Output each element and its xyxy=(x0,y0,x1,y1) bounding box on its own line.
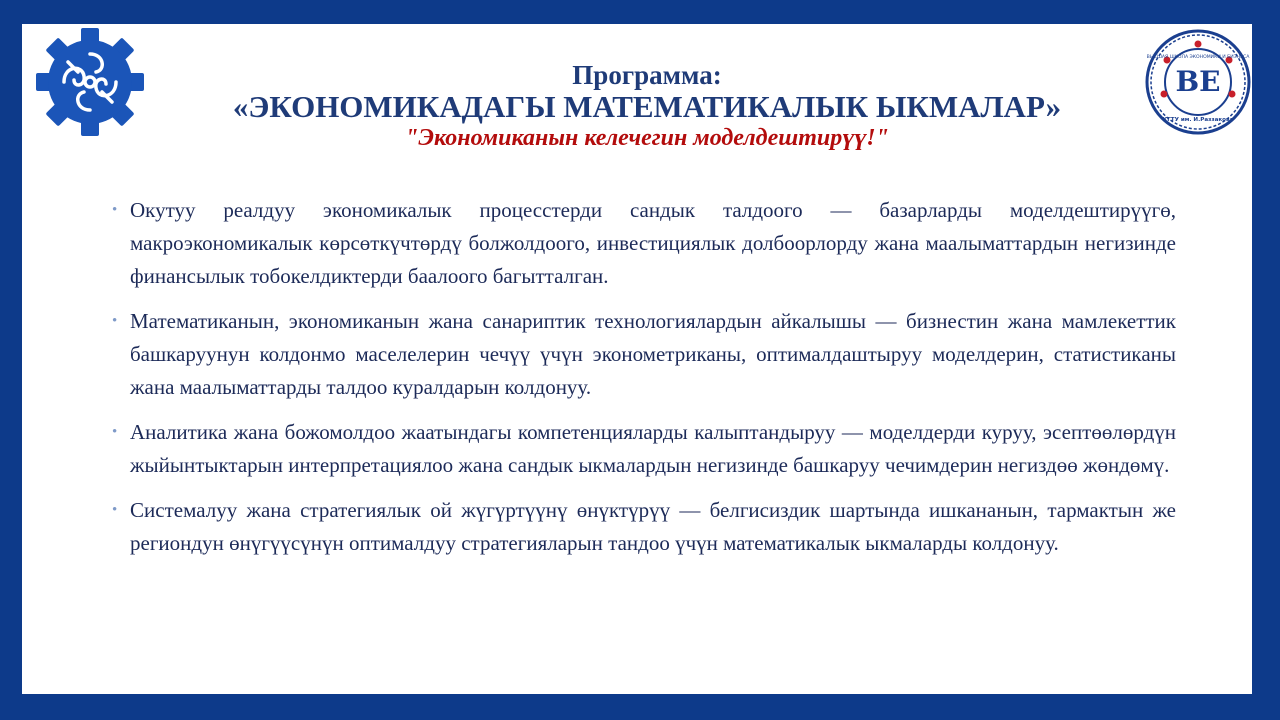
bullet-item-4 xyxy=(112,494,1176,560)
bullet-item-3 xyxy=(112,416,1176,482)
seal-letters: ВЕ xyxy=(1175,65,1221,98)
school-seal-logo-icon xyxy=(1144,28,1252,136)
seal-bottom-text: КГТУ им. И.Раззакова xyxy=(1162,117,1234,123)
slide-header xyxy=(152,60,1142,152)
bullet-item-2 xyxy=(112,305,1176,404)
bullet-text: Окутуу реалдуу экономикалык процесстерди сандык талдоого — базарларды моделдештирүүгө, макроэкономикалык көрсөткүчтөрдү болжолдоого, инвестициялык долбоорлорду жана маалыматтардын негизинде финансылык тобокелдиктерди баалоого багытталган. xyxy=(130,198,1176,288)
bullet-text: Системалуу жана стратегиялык ой жүгүртүүнү өнүктүрүү — белгисиздик шартында ишкананын, тармактын же региондун өнүгүүсүнүн оптималдуу стратегияларын тандоо үчүн математикалык ыкмаларды колдонуу. xyxy=(130,498,1176,555)
seal-top-text: ВЫСШАЯ ШКОЛА ЭКОНОМИКИ И БИЗНЕСА xyxy=(1146,55,1250,60)
bullet-text: Аналитика жана божомолдоо жаатындагы компетенцияларды калыптандыруу — моделдерди куруу, эсептөөлөрдүн жыйынтыктарын интерпретациялоо жана сандык ыкмалардын негизинде башкаруу чечимдерин негиздөө жөндөмү. xyxy=(130,420,1176,477)
bullet-dot-icon: • xyxy=(112,502,118,518)
program-slogan: "Экономиканын келечегин моделдештирүү!" xyxy=(405,125,889,151)
bullet-dot-icon: • xyxy=(112,202,118,218)
slide-content-area xyxy=(22,24,1252,694)
program-bullet-list xyxy=(112,194,1176,572)
program-label: Программа: xyxy=(572,60,722,90)
bullet-dot-icon: • xyxy=(112,424,118,440)
bullet-item-1 xyxy=(112,194,1176,293)
bullet-dot-icon: • xyxy=(112,313,118,329)
ornamental-gear-logo-icon xyxy=(34,26,146,138)
program-title: «ЭКОНОМИКАДАГЫ МАТЕМАТИКАЛЫК ЫКМАЛАР» xyxy=(232,89,1062,124)
bullet-text: Математиканын, экономиканын жана санариптик технологиялардын айкалышы — бизнестин жана мамлекеттик башкаруунун колдонмо маселелерин чечүү үчүн эконометриканы, оптималдаштыруу моделдерин, статистиканы жана маалыматтарды талдоо куралдарын колдонуу. xyxy=(130,309,1176,399)
